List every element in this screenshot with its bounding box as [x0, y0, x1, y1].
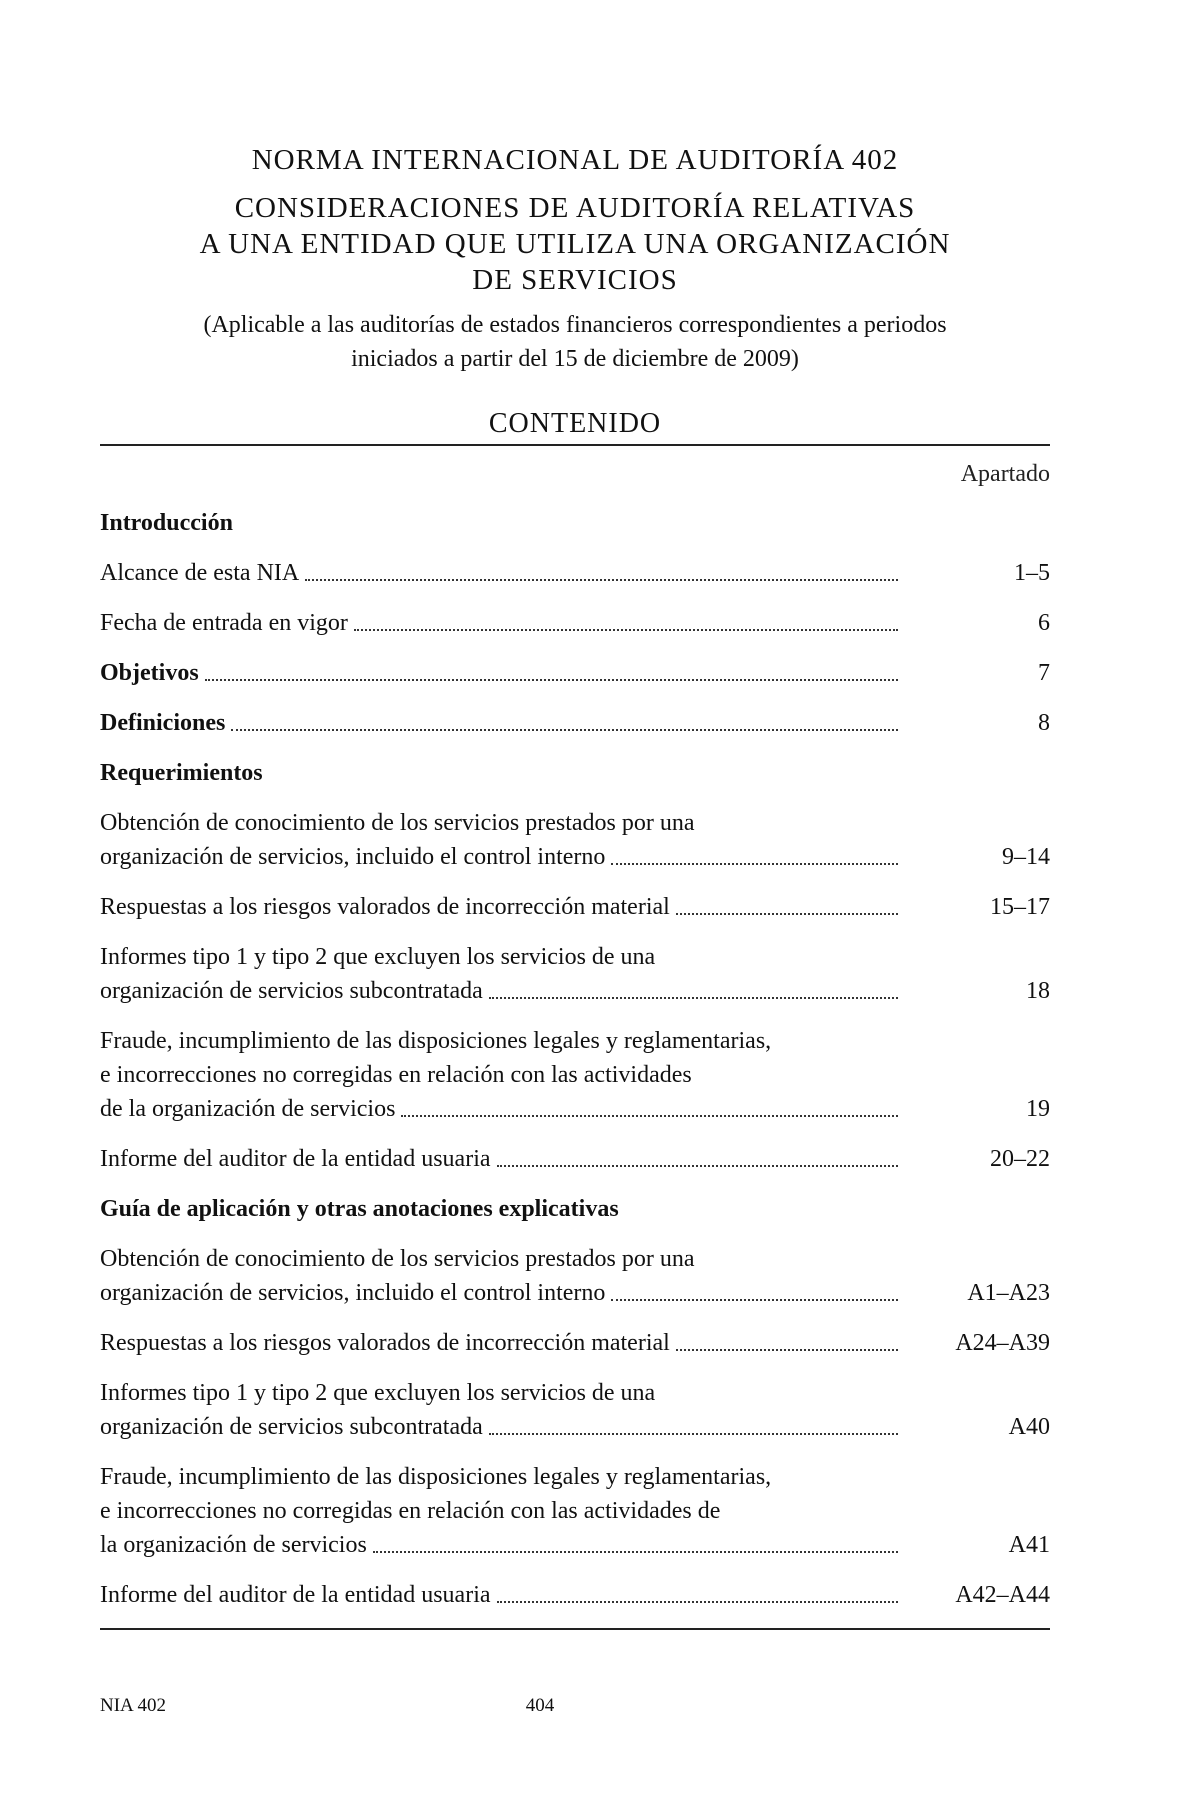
toc-entry-text: e incorrecciones no corregidas en relación con las actividades de — [100, 1498, 721, 1524]
toc-entry-guia-respuestas[interactable] — [100, 1326, 1050, 1360]
toc-entry-req-respuestas[interactable] — [100, 890, 1050, 924]
toc-entry-ref: 1–5 — [1014, 560, 1050, 586]
document-page — [100, 0, 1050, 1800]
toc-entry-ref: 6 — [1038, 610, 1050, 636]
toc-entry-text: organización de servicios subcontratada — [100, 1414, 483, 1440]
toc-entry-text: organización de servicios subcontratada — [100, 978, 483, 1004]
applicability-line: (Aplicable a las auditorías de estados financieros correspondientes a periodos — [203, 312, 947, 338]
toc-entry-text: Fraude, incumplimiento de las disposiciones legales y reglamentarias, — [100, 1464, 772, 1490]
document-title: NORMA INTERNACIONAL DE AUDITORÍA 402 — [251, 144, 899, 176]
applicability-line: iniciados a partir del 15 de diciembre de 2009) — [351, 346, 799, 372]
toc-entry-text: Definiciones — [100, 710, 226, 736]
toc-entry-guia-obtencion[interactable] — [100, 1242, 1050, 1310]
dot-leader — [676, 913, 898, 915]
toc-section-requerimientos: Requerimientos — [100, 760, 263, 786]
toc-entry-text: Respuestas a los riesgos valorados de incorrección material — [100, 1330, 670, 1356]
dot-leader — [497, 1165, 898, 1167]
dot-leader — [676, 1349, 898, 1351]
toc-entry-ref: A42–A44 — [955, 1582, 1050, 1608]
toc-entry-ref: 9–14 — [1002, 844, 1050, 870]
toc-entry-text: Informe del auditor de la entidad usuaria — [100, 1146, 491, 1172]
page-number: 404 — [525, 1695, 555, 1716]
dot-leader — [305, 579, 898, 581]
dot-leader — [489, 997, 898, 999]
toc-entry-text: e incorrecciones no corregidas en relación con las actividades — [100, 1062, 692, 1088]
dot-leader — [611, 1299, 898, 1301]
toc-entry-text: Obtención de conocimiento de los servicios prestados por una — [100, 810, 695, 836]
toc-entry-text: la organización de servicios — [100, 1532, 367, 1558]
title-block — [100, 142, 1050, 376]
toc-entry-ref: 7 — [1038, 660, 1050, 686]
toc-entry-ref: 15–17 — [990, 894, 1050, 920]
toc-entry-text: de la organización de servicios — [100, 1096, 396, 1122]
dot-leader — [205, 679, 898, 681]
toc-entry-req-obtencion[interactable] — [100, 806, 1050, 874]
toc-entry-req-informe-auditor[interactable] — [100, 1142, 1050, 1176]
toc-entry-guia-fraude[interactable] — [100, 1460, 1050, 1562]
dot-leader — [354, 629, 898, 631]
toc-section-introduccion: Introducción — [100, 510, 233, 536]
toc-entry-text: Objetivos — [100, 660, 199, 686]
applicability-note — [100, 308, 1050, 376]
subtitle-line: DE SERVICIOS — [472, 264, 678, 296]
dot-leader — [231, 729, 898, 731]
toc-section-guia: Guía de aplicación y otras anotaciones explicativas — [100, 1196, 619, 1222]
subtitle-line: A UNA ENTIDAD QUE UTILIZA UNA ORGANIZACIÓN — [199, 228, 951, 260]
dot-leader — [401, 1115, 898, 1117]
contents-heading: CONTENIDO — [488, 408, 662, 439]
toc-entry-ref: 19 — [1026, 1096, 1050, 1122]
toc-entry-text: Fecha de entrada en vigor — [100, 610, 348, 636]
dot-leader — [489, 1433, 898, 1435]
toc-entry-ref: A1–A23 — [967, 1280, 1050, 1306]
toc-entry-ref: 18 — [1026, 978, 1050, 1004]
bottom-rule — [100, 1628, 1050, 1630]
dot-leader — [497, 1601, 898, 1603]
toc-entry-ref: A40 — [1008, 1414, 1050, 1440]
subtitle-line: CONSIDERACIONES DE AUDITORÍA RELATIVAS — [234, 192, 916, 224]
toc-entry-text: organización de servicios, incluido el control interno — [100, 844, 606, 870]
toc-entry-ref: A41 — [1008, 1532, 1050, 1558]
toc-entry-guia-informe-auditor[interactable] — [100, 1578, 1050, 1612]
toc-entry-fecha[interactable] — [100, 606, 1050, 640]
toc-entry-text: Informes tipo 1 y tipo 2 que excluyen los servicios de una — [100, 944, 656, 970]
document-subtitle — [100, 190, 1050, 298]
toc-entry-text: Respuestas a los riesgos valorados de incorrección material — [100, 894, 670, 920]
toc-entry-text: Informe del auditor de la entidad usuaria — [100, 1582, 491, 1608]
toc-entry-ref: A24–A39 — [955, 1330, 1050, 1356]
table-of-contents — [100, 506, 1050, 1628]
toc-entry-text: Alcance de esta NIA — [100, 560, 300, 586]
toc-entry-objetivos[interactable] — [100, 656, 1050, 690]
top-rule — [100, 444, 1050, 446]
toc-entry-ref: 20–22 — [990, 1146, 1050, 1172]
toc-entry-alcance[interactable] — [100, 556, 1050, 590]
toc-entry-text: Informes tipo 1 y tipo 2 que excluyen los servicios de una — [100, 1380, 656, 1406]
dot-leader — [373, 1551, 898, 1553]
toc-entry-definiciones[interactable] — [100, 706, 1050, 740]
toc-entry-ref: 8 — [1038, 710, 1050, 736]
toc-entry-text: Fraude, incumplimiento de las disposiciones legales y reglamentarias, — [100, 1028, 772, 1054]
dot-leader — [611, 863, 898, 865]
toc-entry-req-fraude[interactable] — [100, 1024, 1050, 1126]
toc-entry-text: organización de servicios, incluido el control interno — [100, 1280, 606, 1306]
paragraph-column-header: Apartado — [960, 461, 1050, 487]
footer-standard-label: NIA 402 — [100, 1695, 166, 1716]
toc-entry-text: Obtención de conocimiento de los servicios prestados por una — [100, 1246, 695, 1272]
toc-entry-req-informes[interactable] — [100, 940, 1050, 1008]
toc-entry-guia-informes[interactable] — [100, 1376, 1050, 1444]
